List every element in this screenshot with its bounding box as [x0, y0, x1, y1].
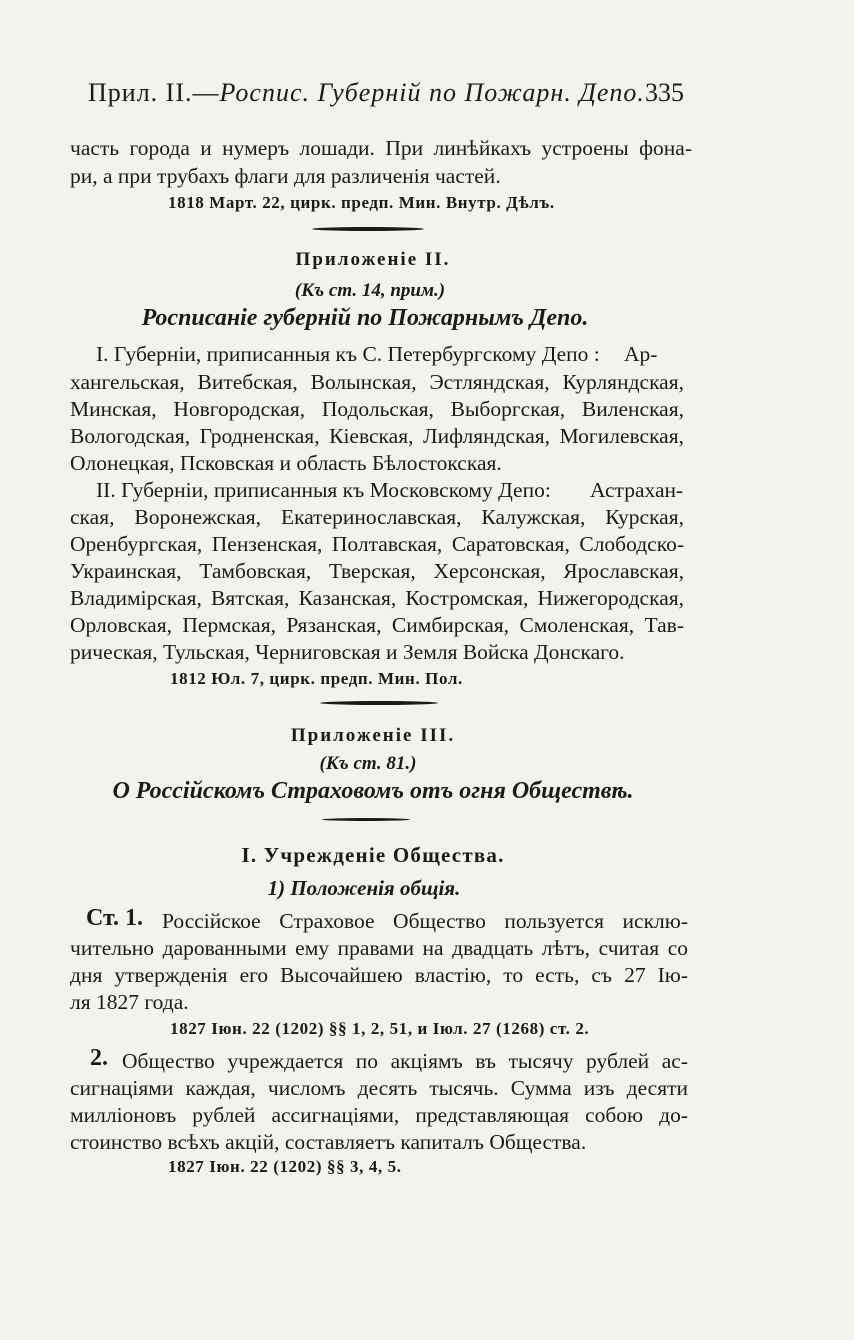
article-1-number: Ст. 1. [86, 905, 143, 931]
appendix3-title: Приложеніе III. [290, 725, 456, 746]
part2-heading: II. Губерніи, приписанныя къ Московскому Депо: [96, 478, 551, 502]
art2-line-1: сигнаціями каждая, числомъ десять тысячь. Сумма изъ десяти [70, 1076, 688, 1100]
article-1-citation: 1827 Іюн. 22 (1202) §§ 1, 2, 51, и Іюл. 27 (1268) ст. 2. [170, 1019, 590, 1038]
art1-line-2: дня утвержденія его Высочайшею властію, то есть, съ 27 Ію- [70, 963, 688, 987]
header-italic: Роспис. Губерній по Пожарн. Депо. [219, 78, 645, 107]
appendix2-title: Приложеніе II. [295, 249, 451, 270]
intro-line-1: часть города и нумеръ лошади. При линѣйкахъ устроены фона- [70, 136, 692, 160]
part2-line-5: Орловская, Пермская, Рязанская, Симбирская, Смоленская, Тав- [70, 613, 684, 637]
part1-line-3: Вологодская, Гродненская, Кіевская, Лифляндская, Могилевская, [70, 424, 684, 448]
part1-line-0: Ар- [624, 342, 658, 366]
appendix2-ref: (Къ ст. 14, прим.) [294, 280, 446, 301]
divider-2 [320, 701, 438, 705]
intro-line-2: ри, а при трубахъ флаги для различенія частей. [70, 164, 501, 188]
art1-line-0: Россійское Страховое Общество пользуется исклю- [162, 909, 688, 933]
art1-line-3: ля 1827 года. [70, 990, 189, 1014]
running-header [88, 78, 684, 114]
part2-line-2: Оренбургская, Пензенская, Полтавская, Саратовская, Слободско- [70, 532, 684, 556]
intro-citation: 1818 Март. 22, цирк. предп. Мин. Внутр. Дѣлъ. [168, 193, 555, 212]
part2-line-1: ская, Воронежская, Екатеринославская, Калужская, Курская, [70, 505, 684, 529]
header-prefix: Прил. II.— [88, 78, 220, 107]
part1-heading: I. Губерніи, приписанныя къ С. Петербургскому Депо : [96, 342, 600, 366]
divider-1 [312, 227, 424, 231]
part2-line-6: рическая, Тульская, Черниговская и Земля Войска Донскаго. [70, 640, 625, 664]
article-2-citation: 1827 Іюн. 22 (1202) §§ 3, 4, 5. [168, 1157, 402, 1176]
appendix2-subtitle: Росписаніе губерній по Пожарнымъ Депо. [141, 305, 589, 331]
page-number: 335 [645, 78, 684, 107]
art2-line-0: Общество учреждается по акціямъ въ тысячу рублей ас- [122, 1049, 688, 1073]
section-title: I. Учрежденіе Общества. [241, 843, 505, 867]
art1-line-1: чительно дарованными ему правами на двадцать лѣтъ, считая со [70, 936, 688, 960]
appendix3-ref: (Къ ст. 81.) [319, 753, 417, 774]
appendix2-citation: 1812 Юл. 7, цирк. предп. Мин. Пол. [170, 669, 463, 688]
part1-line-1: хангельская, Витебская, Волынская, Эстляндская, Курляндская, [70, 370, 684, 394]
article-2-number: 2. [90, 1045, 108, 1071]
part2-line-0: Астрахан- [590, 478, 684, 502]
divider-3 [322, 818, 410, 821]
art2-line-2: милліоновъ рублей ассигнаціями, представляющая собою до- [70, 1103, 688, 1127]
appendix3-subtitle: О Россійскомъ Страховомъ отъ огня Обществѣ. [112, 778, 634, 804]
part2-line-3: Украинская, Тамбовская, Тверская, Херсонская, Ярославская, [70, 559, 684, 583]
subsection-title: 1) Положенія общія. [267, 876, 461, 900]
art2-line-3: стоинство всѣхъ акцій, составляетъ капиталъ Общества. [70, 1130, 587, 1154]
part1-line-2: Минская, Новгородская, Подольская, Выборгская, Виленская, [70, 397, 684, 421]
part2-line-4: Владимірская, Вятская, Казанская, Костромская, Нижегородская, [70, 586, 684, 610]
header-title [88, 78, 645, 108]
part1-line-4: Олонецкая, Псковская и область Бѣлостокская. [70, 451, 502, 475]
